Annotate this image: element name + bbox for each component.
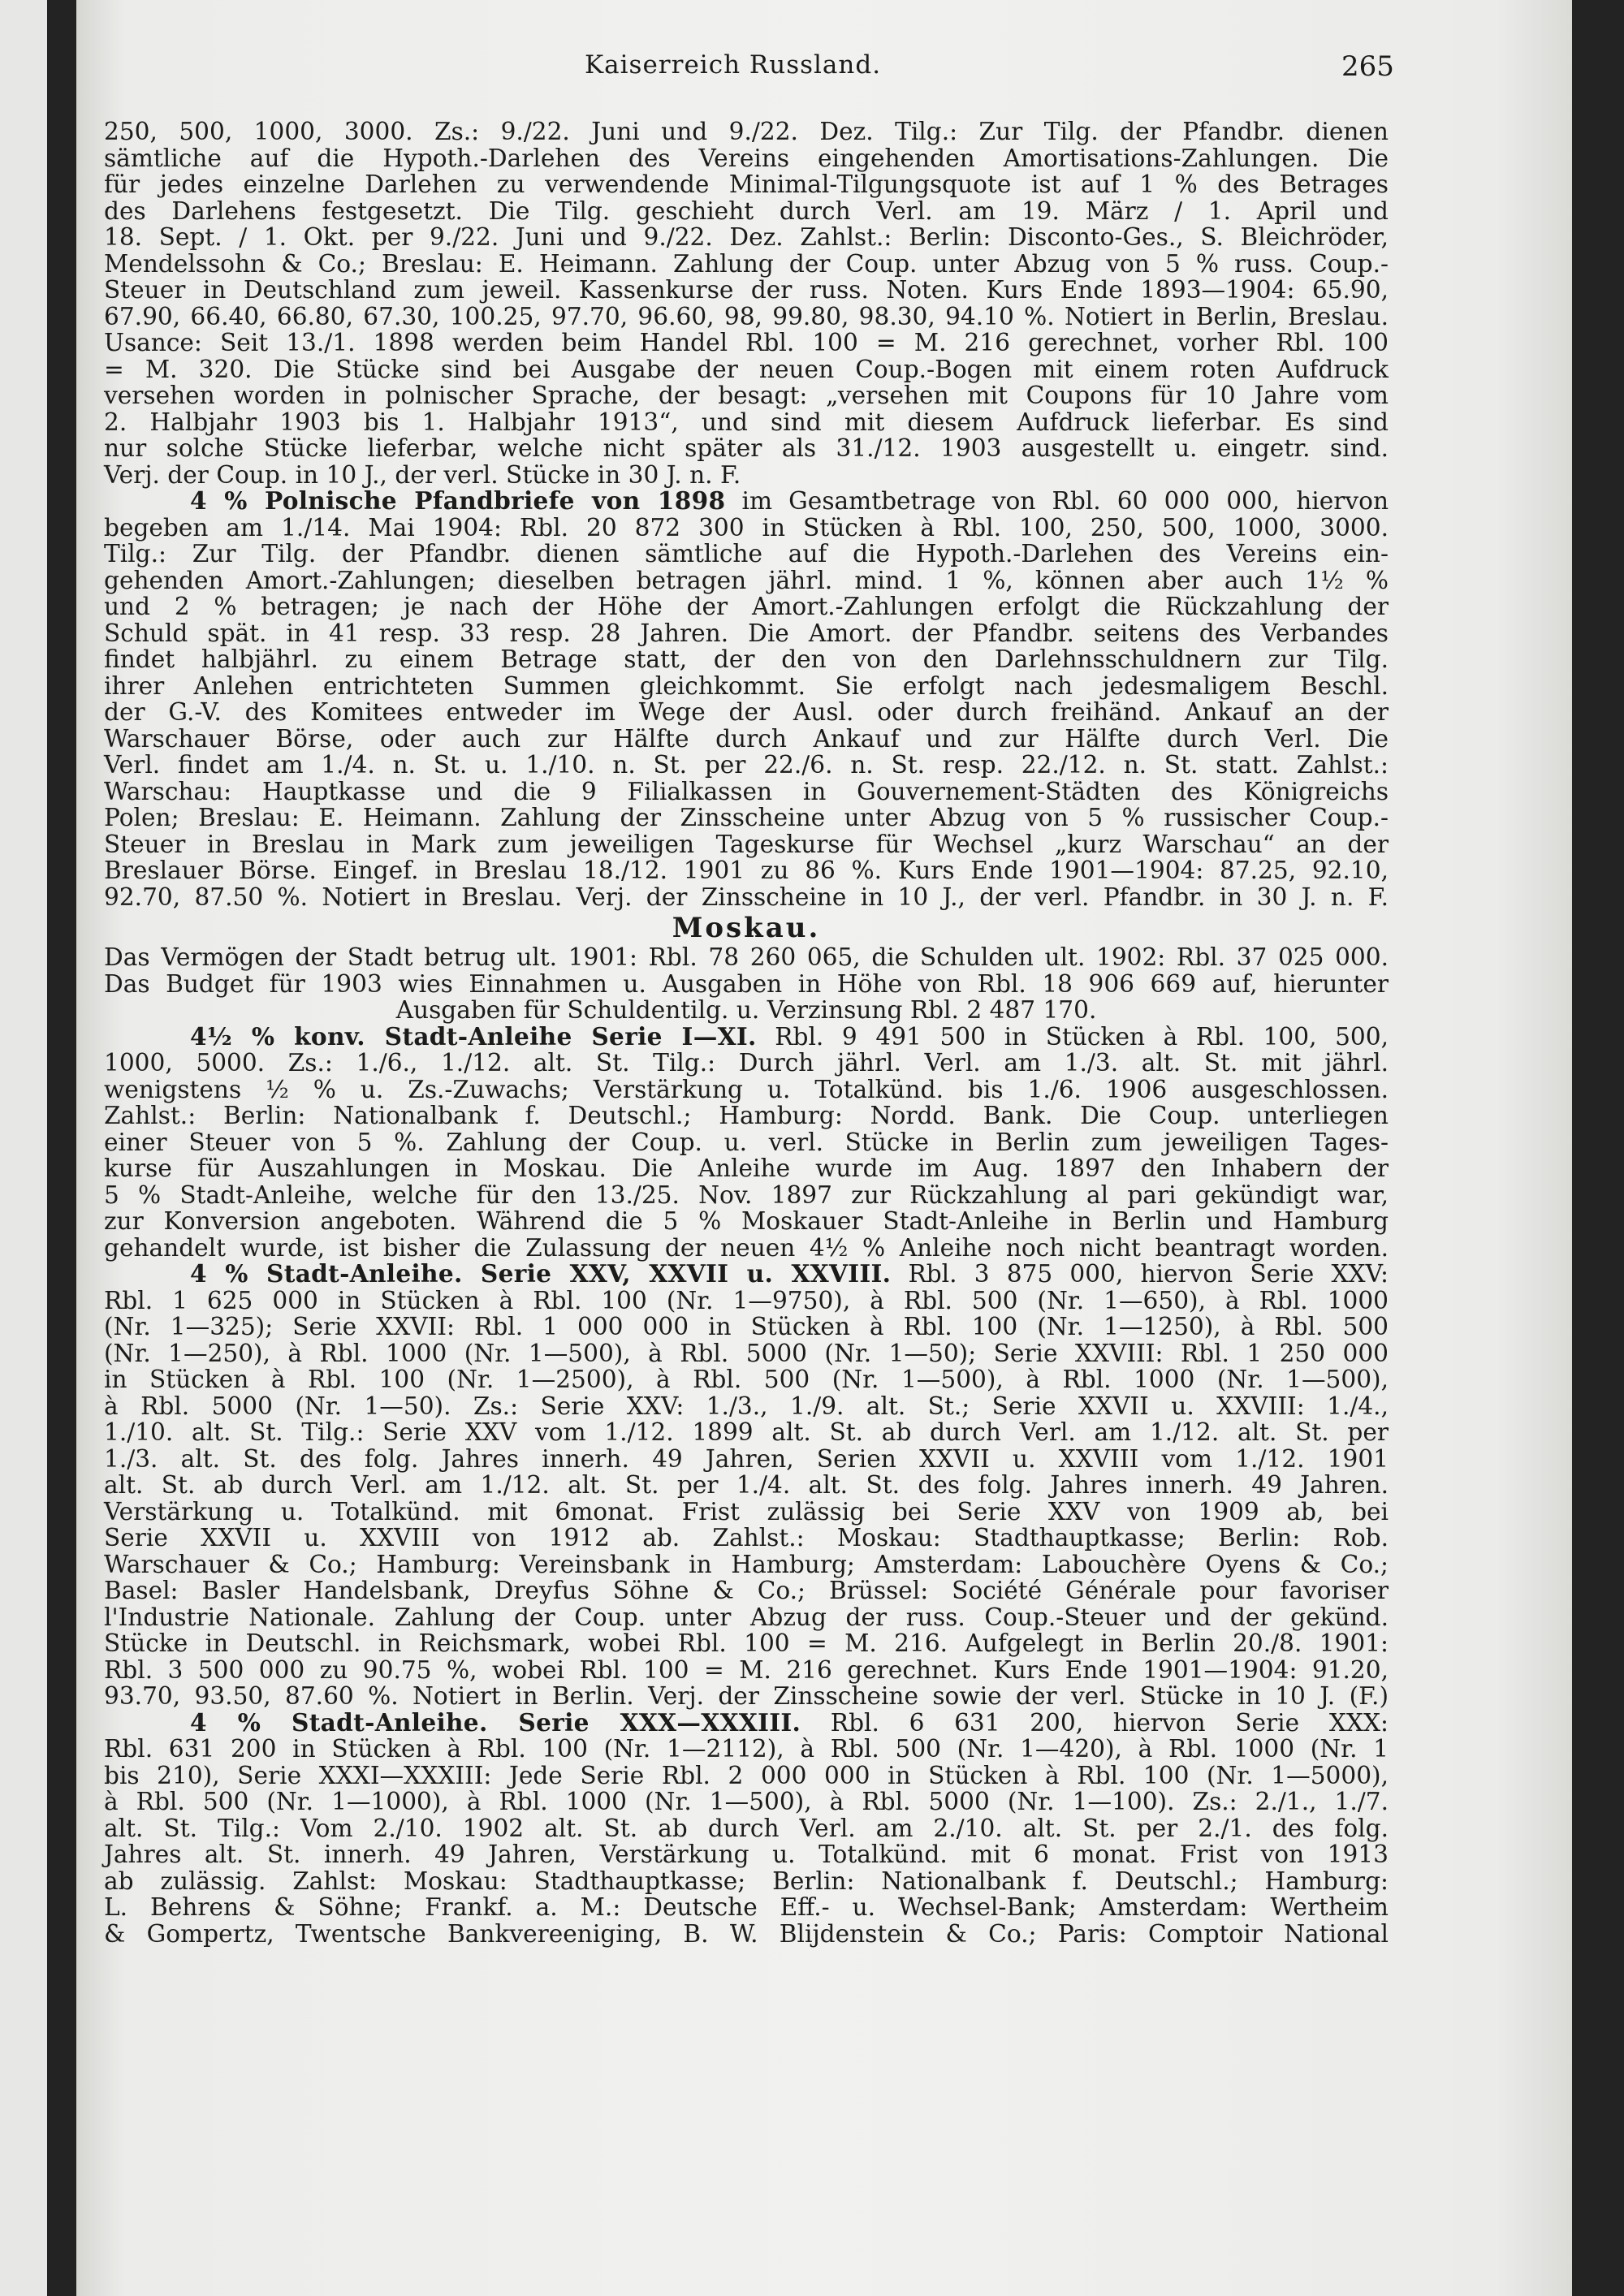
entry-first-text: Rbl. 3 875 000, hiervon Serie XXV: bbox=[891, 1260, 1389, 1288]
text-line: Steuer in Breslau in Mark zum jeweiligen Tageskurse für Wechsel „kurz Warschau“ an der bbox=[104, 830, 1389, 858]
text-line: (Nr. 1—250), à Rbl. 1000 (Nr. 1—500), à Rbl. 5000 (Nr. 1—50); Serie XXVIII: Rbl. 1 250 000 bbox=[104, 1339, 1389, 1367]
text-line: Mendelssohn & Co.; Breslau: E. Heimann. Zahlung der Coup. unter Abzug von 5 % russ. Coup.- bbox=[104, 249, 1389, 278]
text-line: in Stücken à Rbl. 100 (Nr. 1—2500), à Rbl. 500 (Nr. 1—500), à Rbl. 1000 (Nr. 1—500), bbox=[104, 1366, 1389, 1393]
text-line: (Nr. 1—325); Serie XXVII: Rbl. 1 000 000 in Stücken à Rbl. 100 (Nr. 1—1250), à Rbl. 500 bbox=[104, 1313, 1389, 1340]
pfandbriefe-entry bbox=[104, 488, 1389, 910]
text-line: à Rbl. 5000 (Nr. 1—50). Zs.: Serie XXV: 1./3., 1./9. alt. St.; Serie XXVII u. XXVIII: 1./4., bbox=[104, 1392, 1389, 1420]
text-line: findet halbjährl. zu einem Betrage statt, der den von den Darlehnsschuldnern zur Tilg. bbox=[104, 645, 1389, 673]
text-line: kurse für Auszahlungen in Moskau. Die Anleihe wurde im Aug. 1897 den Inhabern der bbox=[104, 1154, 1389, 1182]
text-line: Ausgaben für Schuldentilg. u. Verzinsung Rbl. 2 487 170. bbox=[395, 996, 1097, 1024]
entry-first-line bbox=[104, 1021, 1389, 1051]
book-gutter-left bbox=[47, 0, 76, 2296]
konv-entry bbox=[104, 1021, 1389, 1262]
text-line: Schuld spät. in 41 resp. 33 resp. 28 Jahren. Die Amort. der Pfandbr. seitens des Verbandes bbox=[104, 619, 1389, 647]
moskau-intro bbox=[104, 944, 1389, 1024]
text-line: Basel: Basler Handelsbank, Dreyfus Söhne & Co.; Brüssel: Société Générale pour favoriser bbox=[104, 1577, 1389, 1604]
section-heading-moskau: Moskau. bbox=[672, 912, 821, 944]
entry-first-text: Rbl. 9 491 500 in Stücken à Rbl. 100, 500, bbox=[756, 1022, 1389, 1051]
page-number: 265 bbox=[1341, 50, 1394, 83]
text-line: l'Industrie Nationale. Zahlung der Coup. unter Abzug der russ. Coup.-Steuer und der gekünd. bbox=[104, 1603, 1389, 1631]
text-line: Breslauer Börse. Eingef. in Breslau 18./12. 1901 zu 86 %. Kurs Ende 1901—1904: 87.25, 92.10, bbox=[104, 857, 1389, 884]
entry-title: 4 % Stadt-Anleihe. Serie XXX—XXXIII. bbox=[190, 1707, 801, 1737]
text-line: alt. St. ab durch Verl. am 1./12. alt. St. per 1./4. alt. St. des folg. Jahres innerh. 49 Jahren. bbox=[104, 1471, 1389, 1499]
text-line: sämtliche auf die Hypoth.-Darlehen des Vereins eingehenden Amortisations-Zahlungen. Die bbox=[104, 144, 1389, 172]
text-line: 2. Halbjahr 1903 bis 1. Halbjahr 1913“, und sind mit diesem Aufdruck lieferbar. Es sind bbox=[104, 408, 1389, 436]
page-body bbox=[104, 119, 1389, 1947]
text-line: 92.70, 87.50 %. Notiert in Breslau. Verj. der Zinsscheine in 10 J., der verl. Pfandbr. in 30 J. n. F. bbox=[104, 883, 1389, 911]
text-line: nur solche Stücke lieferbar, welche nicht später als 31./12. 1903 ausgestellt u. eingetr. sind. bbox=[104, 434, 1389, 462]
text-line: Zahlst.: Berlin: Nationalbank f. Deutschl.; Hamburg: Nordd. Bank. Die Coup. unterliegen bbox=[104, 1102, 1389, 1129]
entry-body bbox=[104, 1050, 1389, 1261]
intro-paragraph bbox=[104, 119, 1389, 488]
text-line: & Gompertz, Twentsche Bankvereeniging, B. W. Blijdenstein & Co.; Paris: Comptoir National bbox=[104, 1919, 1389, 1948]
text-line: Warschauer & Co.; Hamburg: Vereinsbank in Hamburg; Amsterdam: Labouchère Oyens & Co.; bbox=[104, 1550, 1389, 1578]
entry-first-line bbox=[104, 1261, 1389, 1288]
text-line: 1000, 5000. Zs.: 1./6., 1./12. alt. St. Tilg.: Durch jährl. Verl. am 1./3. alt. St. mit jährl. bbox=[104, 1049, 1389, 1077]
entry-first-text: im Gesamtbetrage von Rbl. 60 000 000, hiervon bbox=[725, 487, 1389, 515]
text-line: alt. St. Tilg.: Vom 2./10. 1902 alt. St. ab durch Verl. am 2./10. alt. St. per 2./1. des folg. bbox=[104, 1814, 1389, 1842]
text-line: 1./3. alt. St. des folg. Jahres innerh. 49 Jahren, Serien XXVII u. XXVIII vom 1./12. 1901 bbox=[104, 1444, 1389, 1473]
running-head: Kaiserreich Russland. bbox=[585, 50, 882, 80]
entry-title: 4 % Polnische Pfandbriefe von 1898 bbox=[190, 486, 726, 515]
entry-first-line bbox=[104, 1707, 1389, 1737]
text-line: Usance: Seit 13./1. 1898 werden beim Handel Rbl. 100 = M. 216 gerechnet, vorher Rbl. 100 bbox=[104, 329, 1389, 356]
text-line: des Darlehens festgesetzt. Die Tilg. geschieht durch Verl. am 19. März / 1. April und bbox=[104, 196, 1389, 225]
entry-body bbox=[104, 1736, 1389, 1947]
xxx-entry bbox=[104, 1707, 1389, 1948]
text-line: Warschau: Hauptkasse und die 9 Filialkassen in Gouvernement-Städten des Königreichs bbox=[104, 777, 1389, 805]
text-line: 1./10. alt. St. Tilg.: Serie XXV vom 1./12. 1899 alt. St. ab durch Verl. am 1./12. alt. St. per bbox=[104, 1418, 1389, 1446]
entry-title: 4½ % konv. Stadt-Anleihe Serie I—XI. bbox=[190, 1021, 757, 1051]
text-line: für jedes einzelne Darlehen zu verwendende Minimal-Tilgungsquote ist auf 1 % des Betrages bbox=[104, 170, 1389, 198]
text-line: der G.-V. des Komitees entweder im Wege der Ausl. oder durch freihänd. Ankauf an der bbox=[104, 698, 1389, 726]
text-line: Warschauer Börse, oder auch zur Hälfte durch Ankauf und zur Hälfte durch Verl. Die bbox=[104, 724, 1389, 753]
text-line: ihrer Anlehen entrichteten Summen gleichkommt. Sie erfolgt nach jedesmaligem Beschl. bbox=[104, 671, 1389, 700]
text-line: 67.90, 66.40, 66.80, 67.30, 100.25, 97.70, 96.60, 98, 99.80, 98.30, 94.10 %. Notiert in Berlin, Breslau. bbox=[104, 302, 1389, 330]
text-line: zur Konversion angeboten. Während die 5 % Moskauer Stadt-Anleihe in Berlin und Hamburg bbox=[104, 1207, 1389, 1235]
text-line: gehandelt wurde, ist bisher die Zulassung der neuen 4½ % Anleihe noch nicht beantragt worden. bbox=[104, 1233, 1389, 1262]
xxv-entry bbox=[104, 1261, 1389, 1710]
text-line: Das Budget für 1903 wies Einnahmen u. Ausgaben in Höhe von Rbl. 18 906 669 auf, hierunter bbox=[104, 969, 1389, 998]
text-line: = M. 320. Die Stücke sind bei Ausgabe der neuen Coup.-Bogen mit einem roten Aufdruck bbox=[104, 355, 1389, 383]
text-line: Stücke in Deutschl. in Reichsmark, wobei Rbl. 100 = M. 216. Aufgelegt in Berlin 20./8. 1901: bbox=[104, 1629, 1389, 1657]
text-line: gehenden Amort.-Zahlungen; dieselben betragen jährl. mind. 1 %, können aber auch 1½ % bbox=[104, 566, 1389, 594]
text-line: und 2 % betragen; je nach der Höhe der Amort.-Zahlungen erfolgt die Rückzahlung der bbox=[104, 593, 1389, 620]
text-line: Verl. findet am 1./4. n. St. u. 1./10. n. St. per 22./6. n. St. resp. 22./12. n. St. statt. Zahlst.: bbox=[104, 751, 1389, 779]
text-line: Rbl. 631 200 in Stücken à Rbl. 100 (Nr. 1—2112), à Rbl. 500 (Nr. 1—420), à Rbl. 1000 (Nr. 1 bbox=[104, 1735, 1389, 1763]
text-line: Tilg.: Zur Tilg. der Pfandbr. dienen sämtliche auf die Hypoth.-Darlehen des Vereins ein- bbox=[104, 540, 1389, 568]
book-edge-right bbox=[1572, 0, 1624, 2296]
entry-first-text: Rbl. 6 631 200, hiervon Serie XXX: bbox=[801, 1708, 1389, 1737]
text-line: à Rbl. 500 (Nr. 1—1000), à Rbl. 1000 (Nr. 1—500), à Rbl. 5000 (Nr. 1—100). Zs.: 2./1., 1./7. bbox=[104, 1788, 1389, 1815]
entry-first-line bbox=[104, 488, 1389, 515]
text-line: Serie XXVII u. XXVIII von 1912 ab. Zahlst.: Moskau: Stadthauptkasse; Berlin: Rob. bbox=[104, 1524, 1389, 1552]
text-line: 18. Sept. / 1. Okt. per 9./22. Juni und 9./22. Dez. Zahlst.: Berlin: Disconto-Ges., S. Bleichröder, bbox=[104, 223, 1389, 251]
text-line: versehen worden in polnischer Sprache, der besagt: „versehen mit Coupons für 10 Jahre vom bbox=[104, 382, 1389, 409]
text-line: Polen; Breslau: E. Heimann. Zahlung der Zinsscheine unter Abzug von 5 % russischer Coup.- bbox=[104, 804, 1389, 831]
entry-body bbox=[104, 1288, 1389, 1710]
text-line: Verj. der Coup. in 10 J., der verl. Stücke in 30 J. n. F. bbox=[104, 460, 741, 489]
entry-body bbox=[104, 515, 1389, 911]
text-line: einer Steuer von 5 %. Zahlung der Coup. u. verl. Stücke in Berlin zum jeweiligen Tages- bbox=[104, 1128, 1389, 1156]
text-line: Das Vermögen der Stadt betrug ult. 1901: Rbl. 78 260 065, die Schulden ult. 1902: Rbl. 37 025 000. bbox=[104, 943, 1389, 971]
text-line: Steuer in Deutschland zum jeweil. Kassenkurse der russ. Noten. Kurs Ende 1893—1904: 65.90, bbox=[104, 276, 1389, 304]
text-line: wenigstens ½ % u. Zs.-Zuwachs; Verstärkung u. Totalkünd. bis 1./6. 1906 ausgeschlossen. bbox=[104, 1075, 1389, 1103]
text-line: bis 210), Serie XXXI—XXXIII: Jede Serie Rbl. 2 000 000 in Stücken à Rbl. 100 (Nr. 1—5000), bbox=[104, 1761, 1389, 1789]
text-line: Rbl. 3 500 000 zu 90.75 %, wobei Rbl. 100 = M. 216 gerechnet. Kurs Ende 1901—1904: 91.20, bbox=[104, 1655, 1389, 1684]
text-line: Verstärkung u. Totalkünd. mit 6monat. Frist zulässig bei Serie XXV von 1909 ab, bei bbox=[104, 1497, 1389, 1526]
entry-title: 4 % Stadt-Anleihe. Serie XXV, XXVII u. XXVIII. bbox=[190, 1259, 892, 1288]
text-line: 93.70, 93.50, 87.60 %. Notiert in Berlin. Verj. der Zinsscheine sowie der verl. Stücke in 10 J. (F.) bbox=[104, 1682, 1389, 1710]
text-line: Rbl. 1 625 000 in Stücken à Rbl. 100 (Nr. 1—9750), à Rbl. 500 (Nr. 1—650), à Rbl. 1000 bbox=[104, 1286, 1389, 1314]
text-line: 250, 500, 1000, 3000. Zs.: 9./22. Juni und 9./22. Dez. Tilg.: Zur Tilg. der Pfandbr. dienen bbox=[104, 118, 1389, 145]
text-line: begeben am 1./14. Mai 1904: Rbl. 20 872 300 in Stücken à Rbl. 100, 250, 500, 1000, 3000. bbox=[104, 513, 1389, 542]
text-line: Jahres alt. St. innerh. 49 Jahren, Verstärkung u. Totalkünd. mit 6 monat. Frist von 1913 bbox=[104, 1841, 1389, 1868]
text-line: 5 % Stadt-Anleihe, welche für den 13./25. Nov. 1897 zur Rückzahlung al pari gekündigt war, bbox=[104, 1180, 1389, 1209]
text-line: L. Behrens & Söhne; Frankf. a. M.: Deutsche Eff.- u. Wechsel-Bank; Amsterdam: Wertheim bbox=[104, 1893, 1389, 1921]
page-header bbox=[0, 50, 1624, 91]
text-line: ab zulässig. Zahlst: Moskau: Stadthauptkasse; Berlin: Nationalbank f. Deutschl.; Hamburg: bbox=[104, 1867, 1389, 1895]
